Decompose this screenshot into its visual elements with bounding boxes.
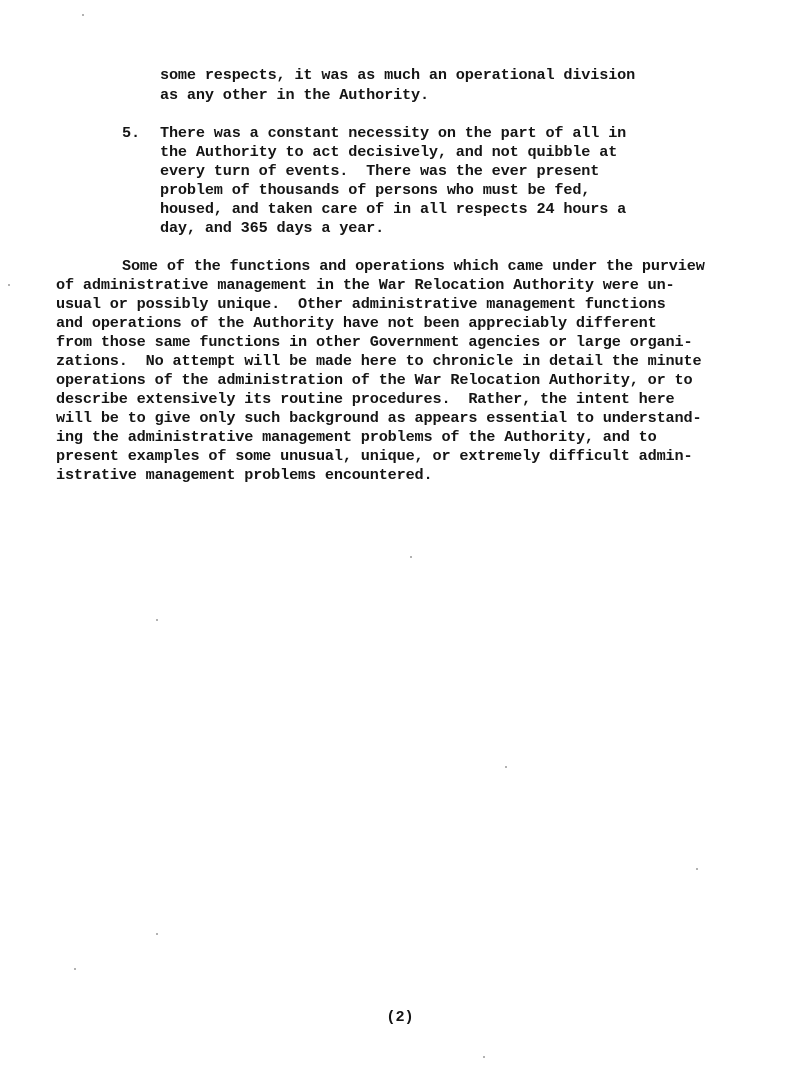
paragraph-line: and operations of the Authority have not been appreciably different (56, 314, 657, 332)
scan-speck (505, 766, 507, 768)
list-item-line: the Authority to act decisively, and not quibble at (160, 143, 618, 161)
continuation-line: some respects, it was as much an operational division (160, 66, 636, 84)
paragraph-line: istrative management problems encountered. (56, 466, 433, 484)
scan-speck (82, 14, 84, 16)
scan-speck (696, 868, 698, 870)
scan-speck (156, 933, 158, 935)
paragraph-line: describe extensively its routine procedures. Rather, the intent here (56, 390, 675, 408)
paragraph-line: zations. No attempt will be made here to chronicle in detail the minute (56, 352, 702, 370)
paragraph-line: from those same functions in other Government agencies or large organi- (56, 333, 693, 351)
list-item-line: every turn of events. There was the ever present (160, 162, 600, 180)
list-item-line: There was a constant necessity on the part of all in (160, 124, 627, 142)
paragraph-line: usual or possibly unique. Other administrative management functions (56, 295, 666, 313)
page-number: (2) (386, 1008, 414, 1026)
paragraph-line: operations of the administration of the War Relocation Authority, or to (56, 371, 693, 389)
scan-speck (74, 968, 76, 970)
paragraph-line: of administrative management in the War Relocation Authority were un- (56, 276, 675, 294)
paragraph-line: ing the administrative management problems of the Authority, and to (56, 428, 657, 446)
continuation-line: as any other in the Authority. (160, 86, 429, 104)
paragraph-line: will be to give only such background as appears essential to understand- (56, 409, 702, 427)
paragraph-line: Some of the functions and operations which came under the purview (122, 257, 705, 275)
list-item-line: housed, and taken care of in all respects 24 hours a (160, 200, 627, 218)
list-item-number: 5. (122, 124, 140, 142)
list-item-line: day, and 365 days a year. (160, 219, 385, 237)
scan-speck (8, 284, 10, 286)
list-item-line: problem of thousands of persons who must be fed, (160, 181, 591, 199)
scan-speck (410, 556, 412, 558)
scan-speck (483, 1056, 485, 1058)
paragraph-line: present examples of some unusual, unique, or extremely difficult admin- (56, 447, 693, 465)
scan-speck (156, 619, 158, 621)
